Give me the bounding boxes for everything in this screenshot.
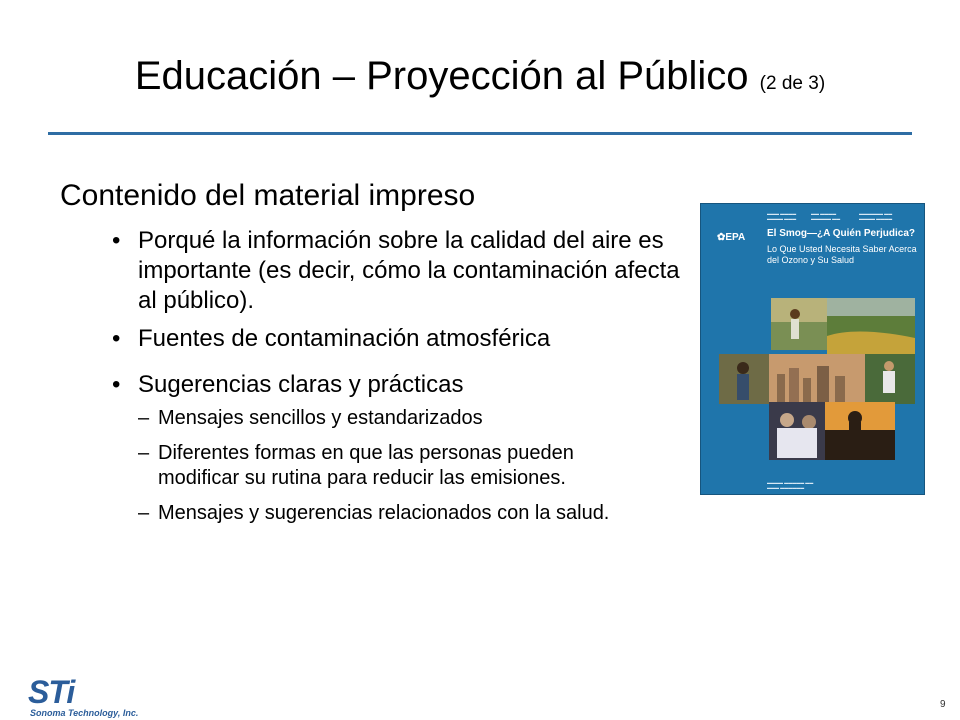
sub-bullet-item bbox=[138, 441, 628, 491]
brochure-title: El Smog—¿A Quién Perjudica? bbox=[767, 228, 915, 239]
section-heading: Contenido del material impreso bbox=[60, 179, 476, 212]
epa-logo: ✿EPA bbox=[717, 232, 746, 243]
brochure-fineprint: ▬▬▬ ▬▬▬▬ ▬▬▬▬ ▬▬▬ bbox=[767, 211, 797, 221]
sub-bullet-text: Mensajes sencillos y estandarizados bbox=[158, 407, 483, 429]
sub-bullet-text: Mensajes y sugerencias relacionados con la salud. bbox=[158, 502, 610, 524]
bullet-marker: • bbox=[112, 371, 121, 398]
page-number: 9 bbox=[940, 699, 946, 710]
bullet-text: Fuentes de contaminación atmosférica bbox=[138, 325, 551, 352]
brochure-fineprint: ▬▬ ▬▬▬▬ ▬▬▬▬▬ ▬▬ bbox=[811, 211, 841, 221]
sti-logo bbox=[28, 676, 138, 718]
title-divider bbox=[48, 132, 912, 135]
slide-title-main: Educación – Proyección al Público bbox=[134, 54, 749, 98]
photo-collage bbox=[717, 296, 917, 466]
dash-marker: – bbox=[138, 442, 150, 464]
bullet-text: Porqué la información sobre la calidad del aire es importante (es decir, cómo la contaminación afecta al público). bbox=[138, 227, 680, 314]
brochure-subtitle: Lo Que Usted Necesita Saber Acerca del Ozono y Su Salud bbox=[767, 244, 917, 265]
dash-marker: – bbox=[138, 407, 150, 429]
bullet-item bbox=[112, 324, 692, 354]
brochure-fineprint: ▬▬▬▬ ▬▬▬▬▬ ▬▬ ▬▬▬ ▬▬▬▬▬▬ bbox=[767, 480, 814, 490]
dash-marker: – bbox=[138, 502, 150, 524]
sub-bullet-item bbox=[138, 501, 628, 526]
slide-title bbox=[0, 52, 960, 108]
sub-bullet-text: Diferentes formas en que las personas pueden modificar su rutina para reducir las emisiones. bbox=[158, 442, 574, 489]
bullet-text: Sugerencias claras y prácticas bbox=[138, 371, 464, 398]
sti-logo-mark: STi bbox=[28, 674, 75, 710]
epa-brochure-image bbox=[700, 203, 925, 495]
sub-bullet-item bbox=[138, 406, 628, 431]
bullet-marker: • bbox=[112, 227, 121, 254]
bullet-item bbox=[112, 370, 692, 526]
sub-bullet-list bbox=[138, 406, 692, 526]
bullet-marker: • bbox=[112, 325, 121, 352]
bullet-item bbox=[112, 226, 698, 316]
sti-company-name: Sonoma Technology, Inc. bbox=[30, 708, 139, 718]
brochure-fineprint: ▬▬▬▬▬▬ ▬▬ ▬▬▬▬ ▬▬▬▬ bbox=[859, 211, 893, 221]
bullet-list bbox=[112, 226, 692, 536]
slide-title-sub: (2 de 3) bbox=[759, 73, 826, 94]
